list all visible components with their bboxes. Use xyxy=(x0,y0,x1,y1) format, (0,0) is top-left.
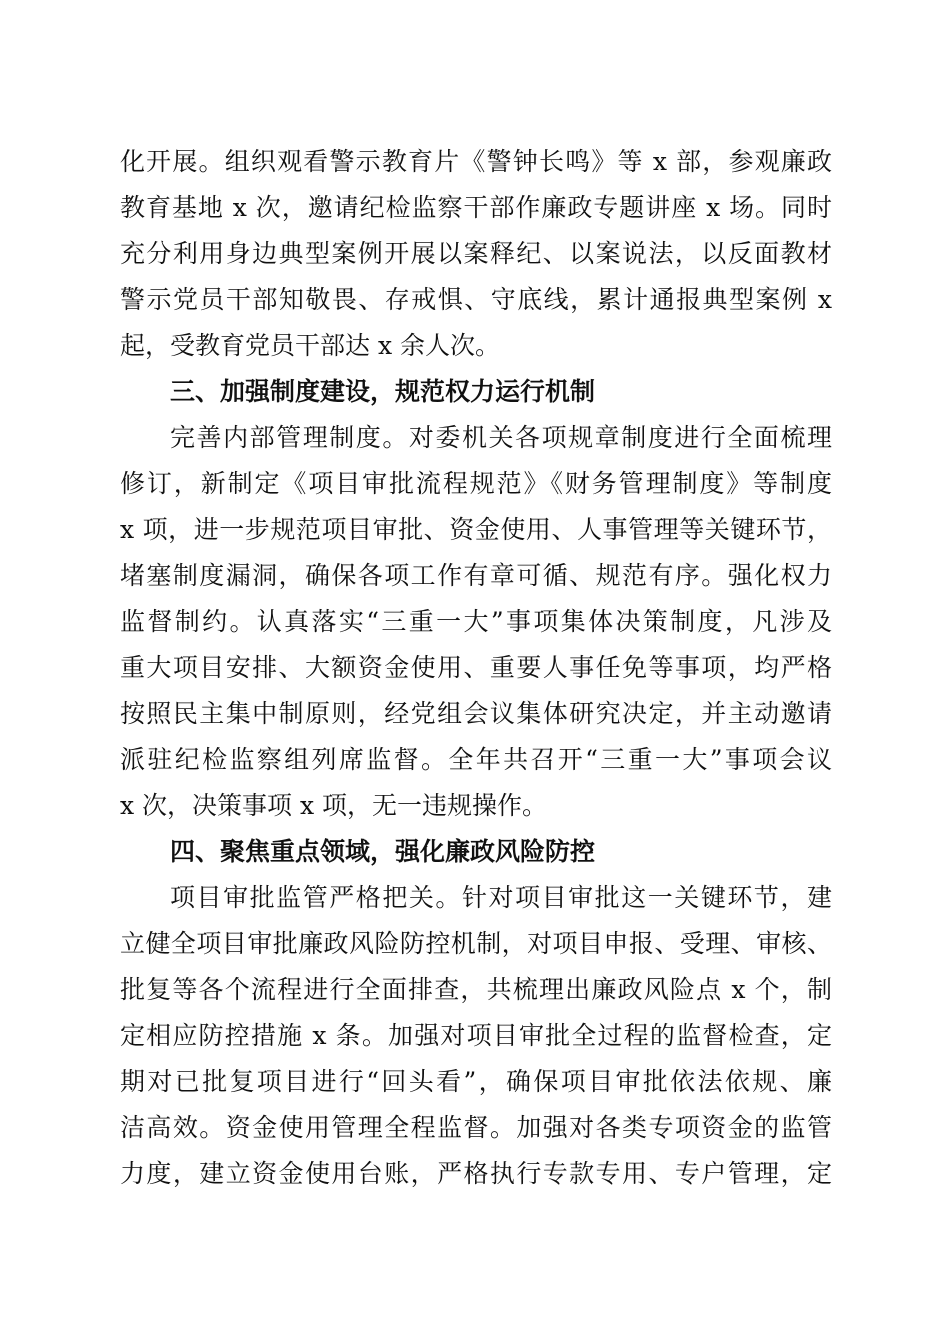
paragraph-line: x 次，决策事项 x 项，无一违规操作。 xyxy=(120,791,548,820)
paragraph-line: 教育基地 x 次，邀请纪检监察干部作廉政专题讲座 x 场。同时 xyxy=(120,193,832,222)
paragraph-line: 警示党员干部知敬畏、存戒惧、守底线，累计通报典型案例 x xyxy=(120,285,832,314)
paragraph-line: 修订，新制定《项目审批流程规范》《财务管理制度》等制度 xyxy=(120,469,832,498)
paragraph-line: 派驻纪检监察组列席监督。全年共召开“三重一大”事项会议 xyxy=(120,745,832,774)
section-heading: 三、加强制度建设，规范权力运行机制 xyxy=(170,377,596,406)
paragraph-line: 洁高效。资金使用管理全程监督。加强对各类专项资金的监管 xyxy=(120,1113,832,1142)
paragraph-line: 充分利用身边典型案例开展以案释纪、以案说法，以反面教材 xyxy=(120,239,832,268)
paragraph-line: 堵塞制度漏洞，确保各项工作有章可循、规范有序。强化权力 xyxy=(120,561,832,590)
paragraph-line: 批复等各个流程进行全面排查，共梳理出廉政风险点 x 个，制 xyxy=(120,975,832,1004)
paragraph-line: 立健全项目审批廉政风险防控机制，对项目申报、受理、审核、 xyxy=(120,929,832,958)
paragraph-line: x 项，进一步规范项目审批、资金使用、人事管理等关键环节， xyxy=(120,515,832,544)
paragraph-line: 期对已批复项目进行“回头看”，确保项目审批依法依规、廉 xyxy=(120,1067,832,1096)
paragraph-line: 监督制约。认真落实“三重一大”事项集体决策制度，凡涉及 xyxy=(120,607,832,636)
paragraph-line: 按照民主集中制原则，经党组会议集体研究决定，并主动邀请 xyxy=(120,699,832,728)
section-heading: 四、聚焦重点领域，强化廉政风险防控 xyxy=(170,837,596,866)
paragraph-line: 完善内部管理制度。对委机关各项规章制度进行全面梳理 xyxy=(170,423,832,452)
paragraph-line: 重大项目安排、大额资金使用、重要人事任免等事项，均严格 xyxy=(120,653,832,682)
paragraph-line: 化开展。组织观看警示教育片《警钟长鸣》等 x 部，参观廉政 xyxy=(120,147,832,176)
paragraph-line: 定相应防控措施 x 条。加强对项目审批全过程的监督检查，定 xyxy=(120,1021,832,1050)
paragraph-line: 项目审批监管严格把关。针对项目审批这一关键环节，建 xyxy=(170,883,832,912)
paragraph-line: 力度，建立资金使用台账，严格执行专款专用、专户管理，定 xyxy=(120,1159,832,1188)
paragraph-line: 起，受教育党员干部达 x 余人次。 xyxy=(120,331,500,360)
